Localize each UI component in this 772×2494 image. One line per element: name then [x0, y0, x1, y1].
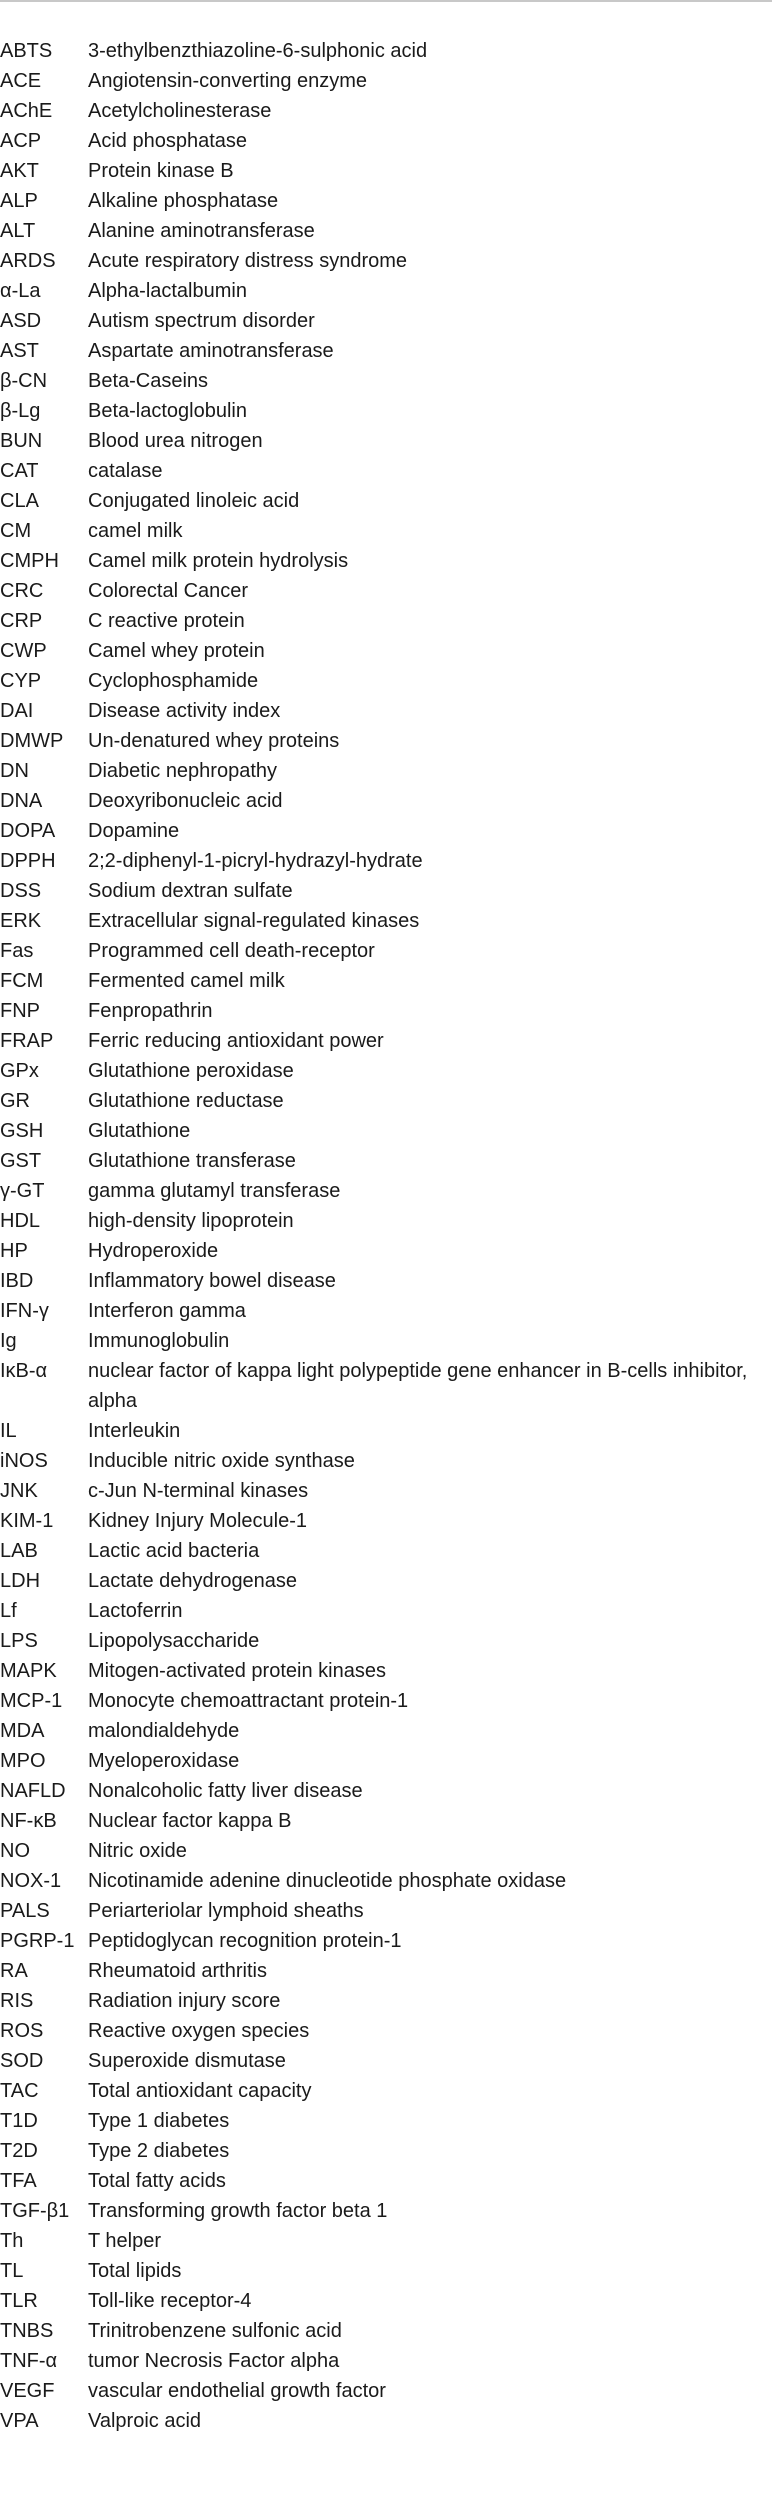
- table-row: [0, 576, 772, 606]
- abbreviation-cell: IL: [0, 1420, 17, 1442]
- abbreviation-cell: IBD: [0, 1270, 34, 1292]
- definition-cell: Interleukin: [88, 1420, 181, 1442]
- definition-cell: Radiation injury score: [88, 1990, 281, 2012]
- definition-cell: Kidney Injury Molecule-1: [88, 1510, 307, 1532]
- abbreviation-cell: MCP-1: [0, 1690, 63, 1712]
- table-row: [0, 636, 772, 666]
- table-row: [0, 306, 772, 336]
- table-row: [0, 546, 772, 576]
- abbreviation-cell: Ig: [0, 1330, 17, 1352]
- table-row: [0, 1596, 772, 1626]
- abbreviation-cell: SOD: [0, 2050, 44, 2072]
- abbreviation-cell: ROS: [0, 2020, 44, 2042]
- definition-cell: Aspartate aminotransferase: [88, 340, 334, 362]
- abbreviation-cell: LDH: [0, 1570, 41, 1592]
- abbreviation-cell: GPx: [0, 1060, 39, 1082]
- abbreviation-cell: Fas: [0, 940, 34, 962]
- definition-cell: Peptidoglycan recognition protein-1: [88, 1930, 402, 1952]
- table-row: [0, 1986, 772, 2016]
- abbreviation-cell: KIM-1: [0, 1510, 54, 1532]
- table-row: [0, 726, 772, 756]
- definition-cell: Glutathione: [88, 1120, 191, 1142]
- definition-cell: Un-denatured whey proteins: [88, 730, 340, 752]
- table-row: [0, 996, 772, 1026]
- definition-cell: Hydroperoxide: [88, 1240, 219, 1262]
- abbreviation-cell: CAT: [0, 460, 39, 482]
- definition-cell: Lactic acid bacteria: [88, 1540, 260, 1562]
- definition-cell: Periarteriolar lymphoid sheaths: [88, 1900, 364, 1922]
- definition-cell: high-density lipoprotein: [88, 1210, 294, 1232]
- table-row: [0, 2106, 772, 2136]
- abbreviation-cell: TFA: [0, 2170, 37, 2192]
- definition-cell: Total lipids: [88, 2260, 182, 2282]
- abbreviation-cell: α-La: [0, 280, 41, 302]
- definition-cell: Extracellular signal-regulated kinases: [88, 910, 420, 932]
- definition-cell: Acid phosphatase: [88, 130, 248, 152]
- table-row: [0, 276, 772, 306]
- abbreviation-cell: AST: [0, 340, 39, 362]
- table-row: [0, 2076, 772, 2106]
- table-row: [0, 2256, 772, 2286]
- abbreviation-cell: γ-GT: [0, 1180, 45, 1202]
- table-row: [0, 1026, 772, 1056]
- table-row: [0, 1266, 772, 1296]
- definition-cell: Glutathione reductase: [88, 1090, 284, 1112]
- abbreviation-cell: TNBS: [0, 2320, 54, 2342]
- table-row: [0, 1086, 772, 1116]
- table-row: [0, 2136, 772, 2166]
- definition-cell: Transforming growth factor beta 1: [88, 2200, 388, 2222]
- table-row: [0, 336, 772, 366]
- abbreviation-cell: DSS: [0, 880, 42, 902]
- abbreviation-cell: NAFLD: [0, 1780, 66, 1802]
- definition-cell: Monocyte chemoattractant protein-1: [88, 1690, 409, 1712]
- definition-cell: c-Jun N-terminal kinases: [88, 1480, 309, 1502]
- abbreviation-cell: T2D: [0, 2140, 38, 2162]
- abbreviation-cell: PALS: [0, 1900, 50, 1922]
- definition-cell: Rheumatoid arthritis: [88, 1960, 267, 1982]
- abbreviations-table-body: [0, 36, 772, 2436]
- definition-cell: Sodium dextran sulfate: [88, 880, 293, 902]
- abbreviation-cell: ARDS: [0, 250, 56, 272]
- definition-cell: Diabetic nephropathy: [88, 760, 278, 782]
- definition-cell: T helper: [88, 2230, 162, 2252]
- abbreviation-cell: T1D: [0, 2110, 38, 2132]
- abbreviation-cell: DAI: [0, 700, 34, 722]
- table-row: [0, 1836, 772, 1866]
- definition-cell: Myeloperoxidase: [88, 1750, 240, 1772]
- table-row: [0, 396, 772, 426]
- table-row: [0, 816, 772, 846]
- abbreviation-cell: JNK: [0, 1480, 38, 1502]
- table-row: [0, 1206, 772, 1236]
- abbreviation-cell: β-Lg: [0, 400, 41, 422]
- definition-cell: Camel milk protein hydrolysis: [88, 550, 349, 572]
- table-row: [0, 1896, 772, 1926]
- abbreviation-cell: AChE: [0, 100, 53, 122]
- abbreviation-cell: LPS: [0, 1630, 38, 1652]
- abbreviation-cell: DOPA: [0, 820, 56, 842]
- abbreviation-cell: ALP: [0, 190, 38, 212]
- definition-cell: Acute respiratory distress syndrome: [88, 250, 408, 272]
- abbreviation-cell: TLR: [0, 2290, 38, 2312]
- table-row: [0, 156, 772, 186]
- definition-cell: Nuclear factor kappa B: [88, 1810, 292, 1832]
- definition-cell: Reactive oxygen species: [88, 2020, 310, 2042]
- table-row: [0, 1356, 772, 1416]
- table-row: [0, 1746, 772, 1776]
- abbreviation-cell: ERK: [0, 910, 42, 932]
- table-row: [0, 2286, 772, 2316]
- definition-cell: Inflammatory bowel disease: [88, 1270, 336, 1292]
- table-row: [0, 1686, 772, 1716]
- table-row: [0, 756, 772, 786]
- table-row: [0, 2226, 772, 2256]
- table-row: [0, 426, 772, 456]
- definition-cell: Type 1 diabetes: [88, 2110, 230, 2132]
- table-row: [0, 216, 772, 246]
- abbreviation-cell: ACP: [0, 130, 42, 152]
- definition-cell: Total antioxidant capacity: [88, 2080, 312, 2102]
- definition-cell: Mitogen-activated protein kinases: [88, 1660, 386, 1682]
- definition-cell: Cyclophosphamide: [88, 670, 259, 692]
- definition-cell: Disease activity index: [88, 700, 281, 722]
- table-row: [0, 846, 772, 876]
- table-row: [0, 66, 772, 96]
- definition-cell: Nonalcoholic fatty liver disease: [88, 1780, 363, 1802]
- abbreviation-cell: IFN-γ: [0, 1300, 49, 1322]
- table-row: [0, 1146, 772, 1176]
- abbreviation-cell: ALT: [0, 220, 36, 242]
- definition-cell: Fermented camel milk: [88, 970, 285, 992]
- definition-cell: Alanine aminotransferase: [88, 220, 315, 242]
- table-row: [0, 2376, 772, 2406]
- abbreviation-cell: CWP: [0, 640, 47, 662]
- abbreviation-cell: CM: [0, 520, 32, 542]
- definition-cell: gamma glutamyl transferase: [88, 1180, 341, 1202]
- abbreviation-cell: ACE: [0, 70, 42, 92]
- table-row: [0, 1776, 772, 1806]
- abbreviation-cell: MPO: [0, 1750, 46, 1772]
- abbreviation-cell: Th: [0, 2230, 24, 2252]
- table-row: [0, 516, 772, 546]
- definition-cell: Lactoferrin: [88, 1600, 183, 1622]
- definition-cell: Inducible nitric oxide synthase: [88, 1450, 355, 1472]
- table-row: [0, 1296, 772, 1326]
- abbreviation-cell: DN: [0, 760, 29, 782]
- table-row: [0, 366, 772, 396]
- definition-cell: camel milk: [88, 520, 183, 542]
- definition-cell: Beta-lactoglobulin: [88, 400, 247, 422]
- table-row: [0, 1656, 772, 1686]
- table-row: [0, 2316, 772, 2346]
- abbreviation-cell: β-CN: [0, 370, 48, 392]
- table-row: [0, 1116, 772, 1146]
- abbreviation-cell: BUN: [0, 430, 43, 452]
- abbreviation-cell: IκB-α: [0, 1360, 48, 1382]
- abbreviation-cell: GST: [0, 1150, 42, 1172]
- definition-cell: Protein kinase B: [88, 160, 234, 182]
- definition-cell: Programmed cell death-receptor: [88, 940, 375, 962]
- definition-cell: Total fatty acids: [88, 2170, 226, 2192]
- definition-cell: Toll-like receptor-4: [88, 2290, 252, 2312]
- definition-cell: Alkaline phosphatase: [88, 190, 279, 212]
- table-row: [0, 1566, 772, 1596]
- table-row: [0, 1446, 772, 1476]
- abbreviations-table: [0, 36, 772, 2436]
- definition-cell: Valproic acid: [88, 2410, 202, 2432]
- definition-cell: Immunoglobulin: [88, 1330, 230, 1352]
- table-row: [0, 1476, 772, 1506]
- abbreviation-cell: GSH: [0, 1120, 44, 1142]
- table-row: [0, 786, 772, 816]
- table-row: [0, 1176, 772, 1206]
- definition-cell: C reactive protein: [88, 610, 245, 632]
- definition-cell: Interferon gamma: [88, 1300, 246, 1322]
- table-row: [0, 1926, 772, 1956]
- abbreviation-cell: DPPH: [0, 850, 56, 872]
- abbreviation-cell: RIS: [0, 1990, 34, 2012]
- definition-cell: Glutathione transferase: [88, 1150, 296, 1172]
- definition-cell: tumor Necrosis Factor alpha: [88, 2350, 340, 2372]
- abbreviation-cell: ABTS: [0, 40, 53, 62]
- definition-cell: Type 2 diabetes: [88, 2140, 230, 2162]
- table-row: [0, 1056, 772, 1086]
- definition-cell: Lipopolysaccharide: [88, 1630, 260, 1652]
- abbreviation-cell: NF-κB: [0, 1810, 57, 1832]
- definition-cell: Glutathione peroxidase: [88, 1060, 294, 1082]
- definition-cell: Trinitrobenzene sulfonic acid: [88, 2320, 342, 2342]
- definition-cell: Nicotinamide adenine dinucleotide phosphate oxidase: [88, 1870, 567, 1892]
- table-row: [0, 1416, 772, 1446]
- abbreviation-cell: FRAP: [0, 1030, 54, 1052]
- abbreviation-cell: RA: [0, 1960, 28, 1982]
- abbreviation-cell: ASD: [0, 310, 42, 332]
- abbreviation-cell: LAB: [0, 1540, 38, 1562]
- abbreviation-cell: AKT: [0, 160, 39, 182]
- abbreviation-cell: CLA: [0, 490, 39, 512]
- table-row: [0, 2166, 772, 2196]
- abbreviation-cell: MDA: [0, 1720, 45, 1742]
- table-row: [0, 1956, 772, 1986]
- abbreviation-cell: TAC: [0, 2080, 39, 2102]
- table-row: [0, 36, 772, 66]
- definition-cell: Camel whey protein: [88, 640, 265, 662]
- abbreviation-cell: CRP: [0, 610, 43, 632]
- table-row: [0, 1716, 772, 1746]
- abbreviation-cell: CMPH: [0, 550, 59, 572]
- definition-cell: nuclear factor of kappa light polypeptide gene enhancer in B-cells inhibitor, alpha: [88, 1360, 748, 1412]
- definition-cell: Beta-Caseins: [88, 370, 209, 392]
- table-row: [0, 1236, 772, 1266]
- abbreviation-cell: Lf: [0, 1600, 17, 1622]
- definition-cell: vascular endothelial growth factor: [88, 2380, 386, 2402]
- table-row: [0, 1506, 772, 1536]
- abbreviation-cell: PGRP-1: [0, 1930, 75, 1952]
- abbreviation-cell: DMWP: [0, 730, 64, 752]
- table-row: [0, 936, 772, 966]
- definition-cell: 2;2-diphenyl-1-picryl-hydrazyl-hydrate: [88, 850, 423, 872]
- definition-cell: Angiotensin-converting enzyme: [88, 70, 368, 92]
- definition-cell: Dopamine: [88, 820, 180, 842]
- table-row: [0, 876, 772, 906]
- table-row: [0, 606, 772, 636]
- definition-cell: Autism spectrum disorder: [88, 310, 315, 332]
- abbreviation-cell: FCM: [0, 970, 44, 992]
- table-row: [0, 1536, 772, 1566]
- table-row: [0, 2346, 772, 2376]
- definition-cell: malondialdehyde: [88, 1720, 240, 1742]
- definition-cell: Ferric reducing antioxidant power: [88, 1030, 384, 1052]
- table-row: [0, 2406, 772, 2436]
- table-row: [0, 486, 772, 516]
- abbreviation-cell: MAPK: [0, 1660, 57, 1682]
- table-row: [0, 2196, 772, 2226]
- definition-cell: Blood urea nitrogen: [88, 430, 263, 452]
- table-row: [0, 696, 772, 726]
- abbreviation-cell: GR: [0, 1090, 30, 1112]
- table-row: [0, 186, 772, 216]
- abbreviation-cell: CRC: [0, 580, 44, 602]
- definition-cell: Lactate dehydrogenase: [88, 1570, 298, 1592]
- abbreviation-cell: NOX-1: [0, 1870, 62, 1892]
- abbreviation-cell: HDL: [0, 1210, 41, 1232]
- table-row: [0, 666, 772, 696]
- abbreviation-cell: FNP: [0, 1000, 40, 1022]
- table-row: [0, 1806, 772, 1836]
- table-row: [0, 96, 772, 126]
- definition-cell: Conjugated linoleic acid: [88, 490, 300, 512]
- abbreviation-cell: iNOS: [0, 1450, 48, 1472]
- abbreviation-cell: DNA: [0, 790, 43, 812]
- definition-cell: Deoxyribonucleic acid: [88, 790, 283, 812]
- table-row: [0, 1866, 772, 1896]
- definition-cell: Alpha-lactalbumin: [88, 280, 247, 302]
- abbreviation-cell: TNF-α: [0, 2350, 58, 2372]
- table-top-rule: [0, 0, 772, 2]
- definition-cell: Colorectal Cancer: [88, 580, 249, 602]
- abbreviation-cell: HP: [0, 1240, 28, 1262]
- table-row: [0, 906, 772, 936]
- definition-cell: Nitric oxide: [88, 1840, 187, 1862]
- abbreviation-cell: CYP: [0, 670, 42, 692]
- definition-cell: Fenpropathrin: [88, 1000, 213, 1022]
- table-row: [0, 2016, 772, 2046]
- abbreviation-cell: TGF-β1: [0, 2200, 70, 2222]
- table-row: [0, 126, 772, 156]
- abbreviation-cell: TL: [0, 2260, 24, 2282]
- table-row: [0, 2046, 772, 2076]
- table-row: [0, 246, 772, 276]
- table-row: [0, 966, 772, 996]
- definition-cell: Superoxide dismutase: [88, 2050, 286, 2072]
- table-row: [0, 1626, 772, 1656]
- definition-cell: Acetylcholinesterase: [88, 100, 272, 122]
- abbreviation-cell: VPA: [0, 2410, 39, 2432]
- definition-cell: 3-ethylbenzthiazoline-6-sulphonic acid: [88, 40, 428, 62]
- abbreviation-cell: VEGF: [0, 2380, 55, 2402]
- definition-cell: catalase: [88, 460, 163, 482]
- table-row: [0, 456, 772, 486]
- abbreviation-cell: NO: [0, 1840, 30, 1862]
- table-row: [0, 1326, 772, 1356]
